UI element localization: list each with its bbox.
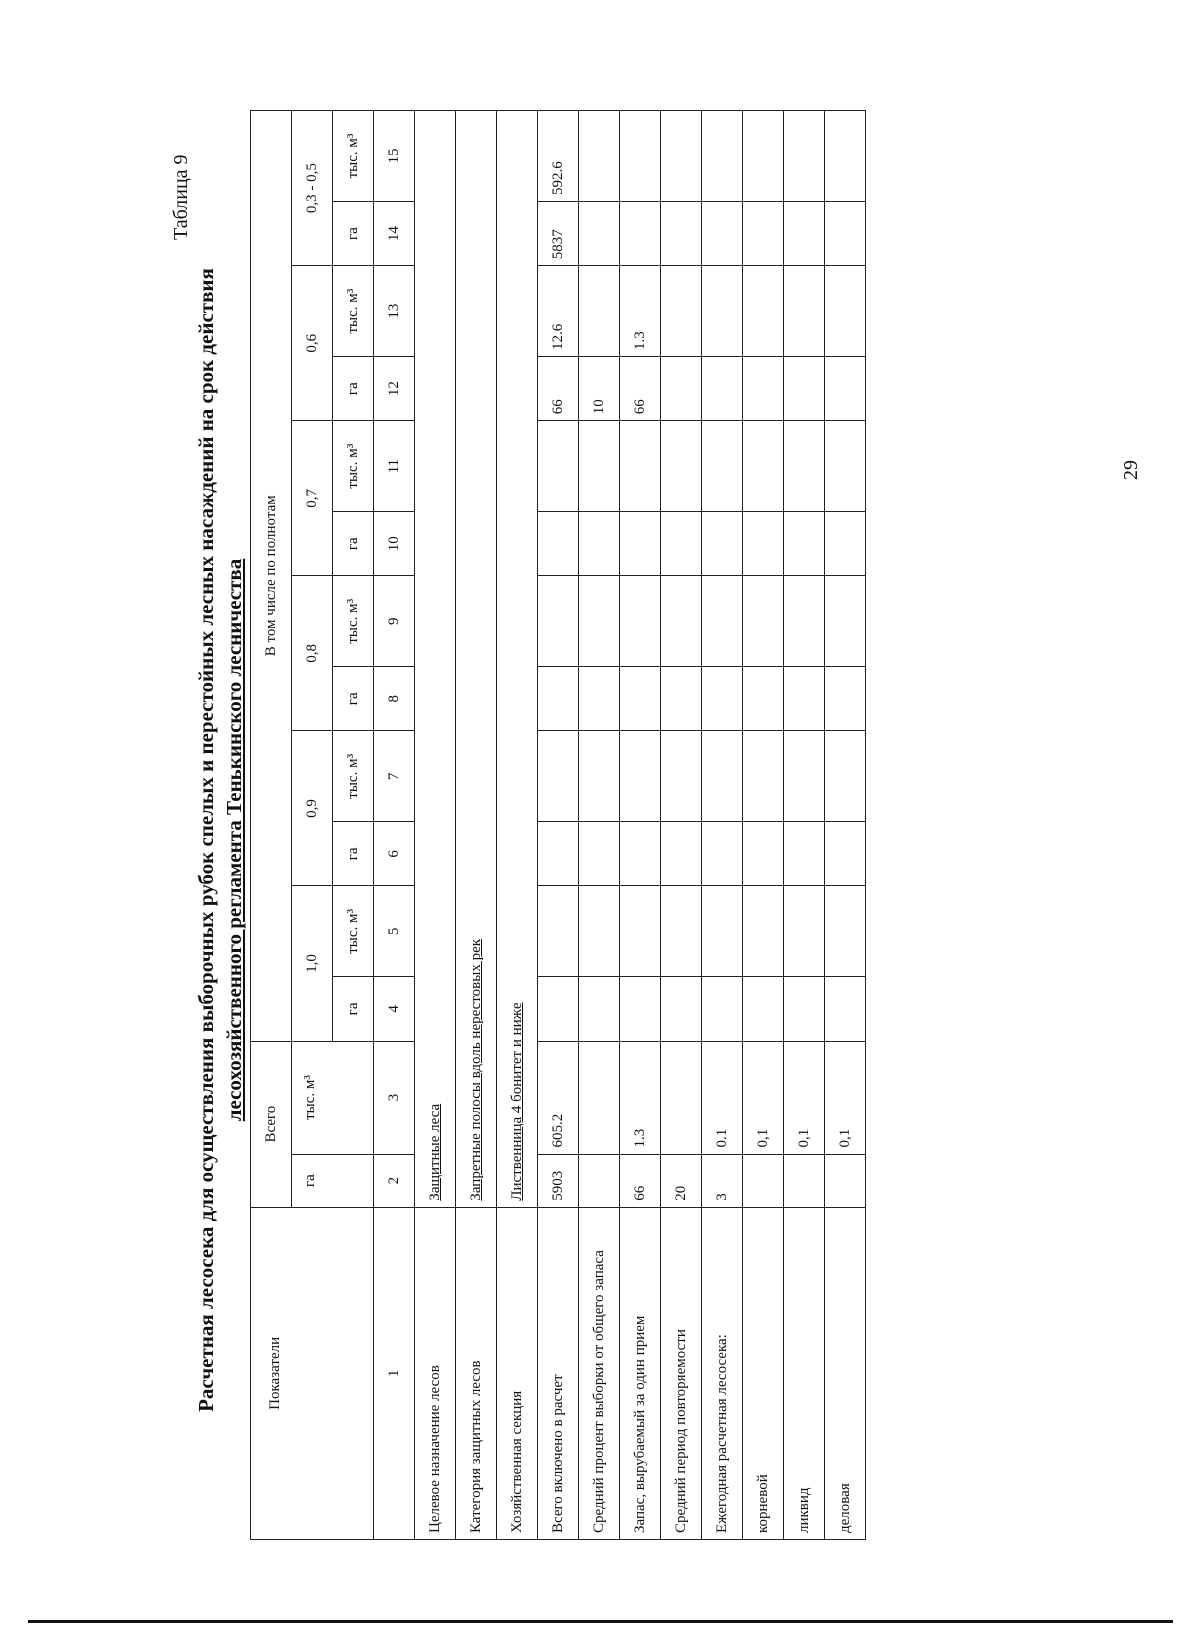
cell: 0,1	[784, 1041, 825, 1154]
cell: 0,1	[743, 1041, 784, 1154]
unit-vol: тыс. м³	[333, 421, 374, 512]
table-row-liquid	[784, 111, 825, 1540]
cell: 1.3	[620, 1041, 661, 1154]
category-value: Запретные полосы вдоль нерестовых рек	[467, 938, 484, 1201]
col-number: 1	[374, 1207, 415, 1539]
cell: 12.6	[538, 266, 579, 357]
bottom-divider	[28, 1620, 1173, 1623]
col-number: 3	[374, 1041, 415, 1154]
row-label: Целевое назначение лесов	[415, 1207, 456, 1539]
page-number: 29	[1120, 460, 1142, 480]
col-number: 14	[374, 201, 415, 265]
row-label: ликвид	[784, 1207, 825, 1539]
col-number: 5	[374, 886, 415, 977]
density-0-6: 0,6	[292, 266, 333, 421]
unit-vol: тыс. м³	[333, 266, 374, 357]
col-number: 4	[374, 977, 415, 1041]
cell: 5903	[538, 1154, 579, 1207]
table-row-total	[538, 111, 579, 1540]
row-label: Всего включено в расчет	[538, 1207, 579, 1539]
row-label: Хозяйственная секция	[497, 1207, 538, 1539]
col-number: 8	[374, 667, 415, 731]
section-value: Лиственница 4 бонитет и ниже	[508, 1002, 525, 1201]
table-label: Таблица 9	[170, 154, 192, 240]
density-0-8: 0,8	[292, 576, 333, 731]
density-0-7: 0,7	[292, 421, 333, 576]
col-number: 13	[374, 266, 415, 357]
unit-vol: тыс. м³	[333, 886, 374, 977]
row-label: Средний период повторяемости	[661, 1207, 702, 1539]
row-label: Запас, вырубаемый за один прием	[620, 1207, 661, 1539]
cell: 0,1	[825, 1041, 866, 1154]
table-row-business	[825, 111, 866, 1540]
title-line-1: Расчетная лесосека для осуществления выборочных рубок спелых и перестойных лесных насаждений на срок действия	[194, 268, 218, 1412]
row-label: корневой	[743, 1207, 784, 1539]
page-title	[192, 120, 248, 1560]
column-numbers-row	[374, 111, 415, 1540]
total-ha-header: га	[292, 1154, 374, 1207]
total-header: Всего	[251, 1041, 292, 1207]
col-number: 7	[374, 731, 415, 822]
cell: 5837	[538, 201, 579, 265]
col-number: 12	[374, 357, 415, 421]
table-row-annual	[702, 111, 743, 1540]
table-row-purpose	[415, 111, 456, 1540]
col-number: 6	[374, 822, 415, 886]
cell: 0.1	[702, 1041, 743, 1154]
cell: 605.2	[538, 1041, 579, 1154]
cell: 66	[620, 357, 661, 421]
cell: 66	[538, 357, 579, 421]
col-number: 15	[374, 111, 415, 202]
unit-ha: га	[333, 822, 374, 886]
unit-vol: тыс. м³	[333, 731, 374, 822]
table-row-percent	[579, 111, 620, 1540]
felling-table	[250, 110, 866, 1540]
table-row-stock	[620, 111, 661, 1540]
unit-ha: га	[333, 357, 374, 421]
by-density-header: В том числе по полнотам	[251, 111, 292, 1042]
table-row-root	[743, 111, 784, 1540]
title-line-2: лесохозяйственного регламента Тенькинского лесничества	[222, 558, 246, 1122]
cell: 20	[661, 1154, 702, 1207]
density-0-9: 0,9	[292, 731, 333, 886]
header-row-1	[251, 111, 292, 1540]
cell: 592.6	[538, 111, 579, 202]
unit-ha: га	[333, 667, 374, 731]
row-label: деловая	[825, 1207, 866, 1539]
row-label: Категория защитных лесов	[456, 1207, 497, 1539]
indicators-header: Показатели	[251, 1207, 374, 1539]
unit-ha: га	[333, 512, 374, 576]
table-row-section	[497, 111, 538, 1540]
table-row-category	[456, 111, 497, 1540]
row-label: Средний процент выборки от общего запаса	[579, 1207, 620, 1539]
col-number: 9	[374, 576, 415, 667]
unit-vol: тыс. м³	[333, 576, 374, 667]
density-0-3-0-5: 0,3 - 0,5	[292, 111, 333, 266]
col-number: 11	[374, 421, 415, 512]
cell: 1.3	[620, 266, 661, 357]
purpose-value: Защитные леса	[426, 1103, 443, 1201]
col-number: 10	[374, 512, 415, 576]
total-vol-header: тыс. м³	[292, 1041, 374, 1154]
unit-vol: тыс. м³	[333, 111, 374, 202]
unit-ha: га	[333, 977, 374, 1041]
table-row-period	[661, 111, 702, 1540]
density-1-0: 1,0	[292, 886, 333, 1041]
cell: 10	[579, 357, 620, 421]
col-number: 2	[374, 1154, 415, 1207]
row-label: Ежегодная расчетная лесосека:	[702, 1207, 743, 1539]
rotated-page	[170, 80, 1170, 1560]
cell: 3	[702, 1154, 743, 1207]
unit-ha: га	[333, 201, 374, 265]
cell: 66	[620, 1154, 661, 1207]
